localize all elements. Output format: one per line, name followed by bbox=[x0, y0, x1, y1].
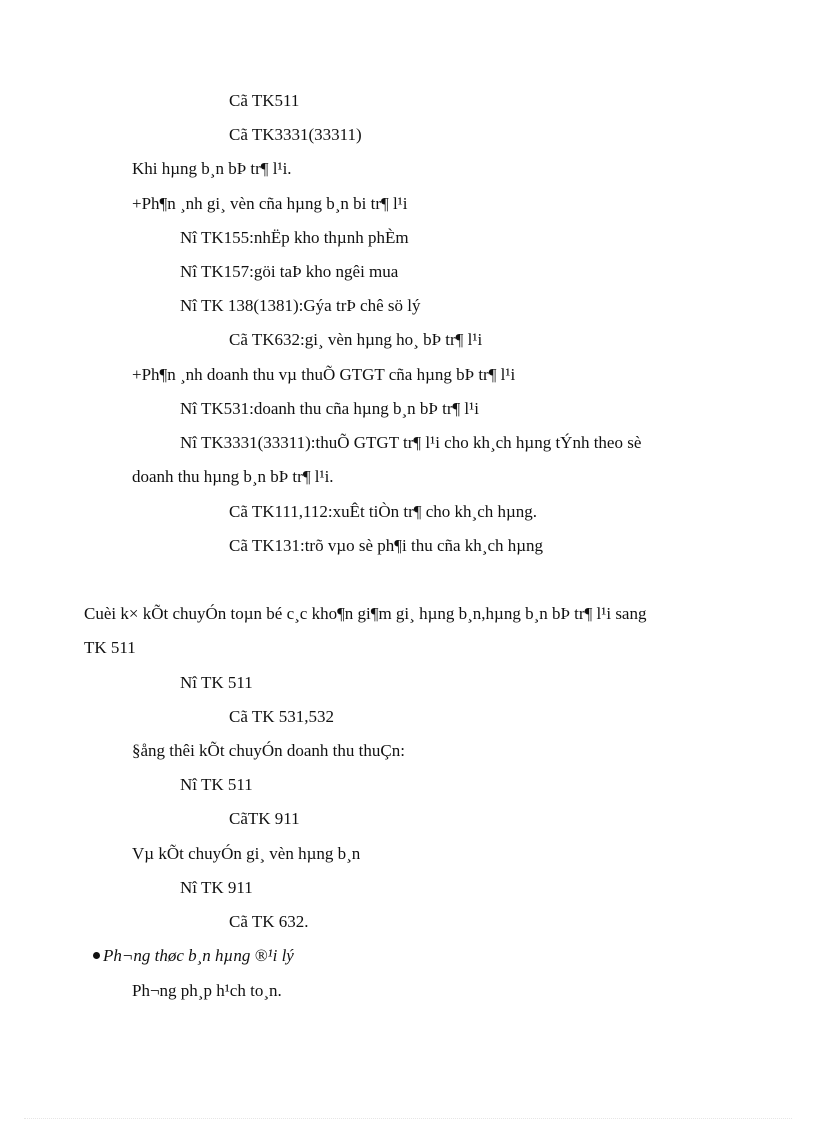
text-line: Cã TK131:trõ vµo sè ph¶i thu cña kh¸ch hµng bbox=[229, 536, 544, 555]
text-line: Nî TK3331(33311):thuÕ GTGT tr¶ l¹i cho kh¸ch hµng tÝnh theo sè bbox=[180, 433, 642, 452]
text-line: Ph¬ng ph¸p h¹ch to¸n. bbox=[132, 981, 282, 1000]
text-line: +Ph¶n ¸nh gi¸ vèn cña hµng b¸n bi tr¶ l¹i bbox=[132, 194, 408, 213]
text-line: Cã TK511 bbox=[229, 91, 300, 110]
text-line: Cã TK111,112:xuÊt tiÒn tr¶ cho kh¸ch hµng. bbox=[229, 502, 538, 521]
text-line: Nî TK155:nhËp kho thµnh phÈm bbox=[180, 228, 409, 247]
text-line: Nî TK157:göi taÞ kho ngêi mua bbox=[180, 262, 399, 281]
text-line: +Ph¶n ¸nh doanh thu vµ thuÕ GTGT cña hµng bÞ tr¶ l¹i bbox=[132, 365, 516, 384]
text-line: Nî TK 511 bbox=[180, 775, 253, 794]
text-line: Cã TK3331(33311) bbox=[229, 125, 362, 144]
text-line: Cã TK632:gi¸ vèn hµng ho¸ bÞ tr¶ l¹i bbox=[229, 330, 483, 349]
text-line: Nî TK 911 bbox=[180, 878, 253, 897]
section-heading: Ph¬ng thøc b¸n hµng ®¹i lý bbox=[103, 946, 294, 965]
bullet-icon bbox=[93, 952, 100, 959]
text-line: CãTK 911 bbox=[229, 809, 300, 828]
text-line: Nî TK 138(1381):Gýa trÞ chê sö lý bbox=[180, 296, 421, 315]
text-line: Cã TK 632. bbox=[229, 912, 309, 931]
text-line: Nî TK531:doanh thu cña hµng b¸n bÞ tr¶ l¹i bbox=[180, 399, 479, 418]
text-line: Khi hµng b¸n bÞ tr¶ l¹i. bbox=[132, 159, 292, 178]
text-line: TK 511 bbox=[84, 638, 136, 657]
text-line: Vµ kÕt chuyÓn gi¸ vèn hµng b¸n bbox=[132, 844, 361, 863]
text-line: Cuèi k× kÕt chuyÓn toµn bé c¸c kho¶n gi¶m gi¸ hµng b¸n,hµng b¸n bÞ tr¶ l¹i sang bbox=[84, 604, 647, 623]
page-bottom-divider bbox=[24, 1118, 792, 1119]
text-line: §ång thêi kÕt chuyÓn doanh thu thuÇn: bbox=[132, 741, 405, 760]
text-line: doanh thu hµng b¸n bÞ tr¶ l¹i. bbox=[132, 467, 334, 486]
text-line: Cã TK 531,532 bbox=[229, 707, 334, 726]
text-line: Nî TK 511 bbox=[180, 673, 253, 692]
